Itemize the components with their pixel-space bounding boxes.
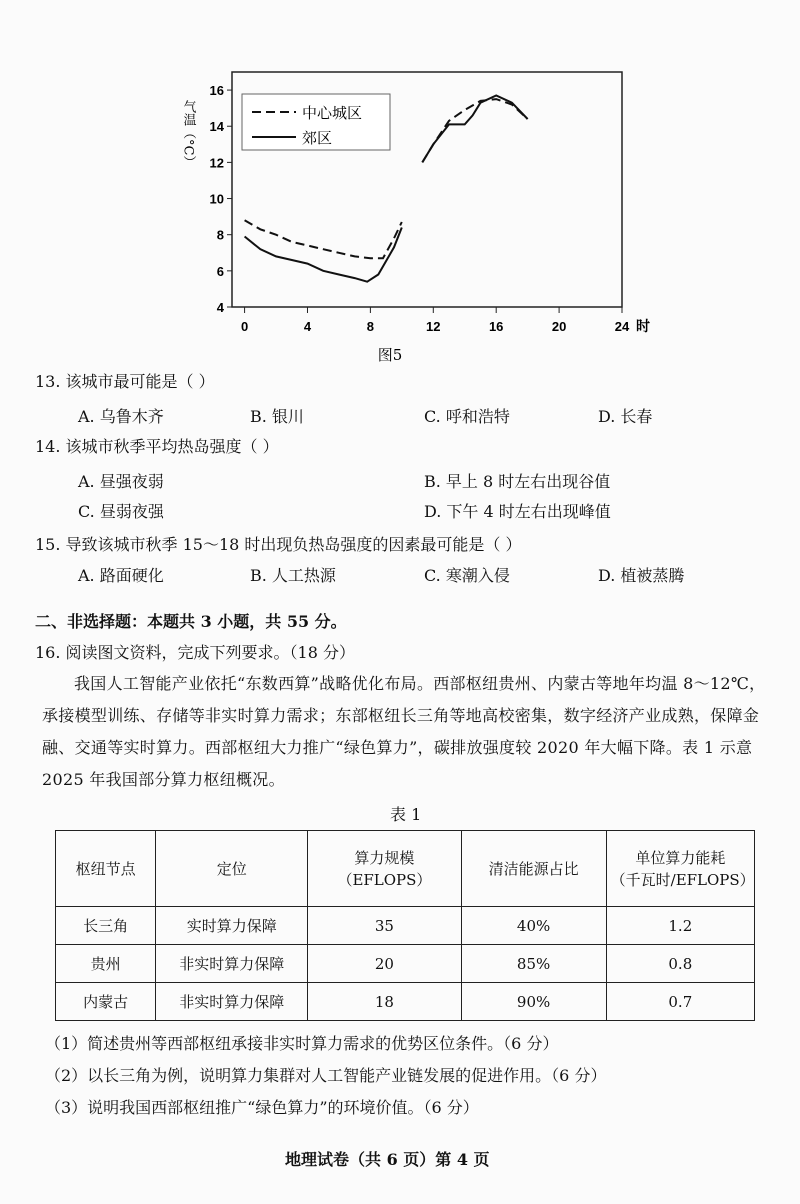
question-13: 13. 该城市最可能是（ ）: [35, 372, 215, 391]
y-tick-label: 10: [209, 191, 224, 207]
question-14: 14. 该城市秋季平均热岛强度（ ）: [35, 437, 279, 456]
x-tick-label: 4: [303, 319, 312, 334]
option: D. 长春: [598, 407, 653, 426]
question-15: 15. 导致该城市秋季 15～18 时出现负热岛强度的因素最可能是（ ）: [35, 535, 522, 554]
y-tick-label: 12: [209, 155, 224, 171]
option: A. 路面硬化: [78, 566, 164, 585]
table-cell: 贵州: [56, 945, 156, 983]
table-cell: 18: [308, 983, 461, 1021]
sub-question: （1）简述贵州等西部枢纽承接非实时算力需求的优势区位条件。（6 分）: [45, 1034, 559, 1053]
sub-question: （3）说明我国西部枢纽推广“绿色算力”的环境价值。（6 分）: [45, 1098, 479, 1117]
y-axis-label: 气温（°C）: [180, 100, 196, 169]
hub-table: [55, 830, 755, 1021]
table-row: [56, 983, 755, 1021]
table-cell: 40%: [461, 907, 606, 945]
option: B. 银川: [250, 407, 304, 426]
table-row: [56, 945, 755, 983]
table-cell: 90%: [461, 983, 606, 1021]
x-tick-label: 16: [488, 319, 504, 334]
x-tick-label: 24: [614, 319, 630, 334]
table-cell: 35: [308, 907, 461, 945]
x-tick-label: 8: [366, 319, 375, 334]
option: A. 乌鲁木齐: [78, 407, 164, 426]
table-cell: 非实时算力保障: [156, 945, 308, 983]
temperature-chart: [180, 60, 660, 370]
option: C. 寒潮入侵: [424, 566, 510, 585]
x-tick-label: 12: [426, 319, 441, 334]
option: D. 植被蒸腾: [598, 566, 685, 585]
y-tick-label: 4: [216, 300, 224, 315]
y-tick-label: 6: [216, 263, 224, 279]
table-header: 枢纽节点: [56, 831, 156, 907]
table-cell: 0.7: [606, 983, 754, 1021]
option: C. 呼和浩特: [424, 407, 510, 426]
sub-question: （2）以长三角为例，说明算力集群对人工智能产业链发展的促进作用。（6 分）: [45, 1066, 607, 1085]
passage: 我国人工智能产业依托“东数西算”战略优化布局。西部枢纽贵州、内蒙古等地年均温 8～12℃，承接模型训练、存储等非实时算力需求；东部枢纽长三角等地高校密集，数字经济产业成熟，保障金融、交通等实时算力。西部枢纽大力推广“绿色算力”，碳排放强度较 2020 年大幅下降。表 1 示意 2025 年我国部分算力枢纽概况。: [42, 674, 766, 789]
page-footer: 地理试卷（共 6 页）第 4 页: [285, 1150, 490, 1169]
question-16: 16. 阅读图文资料，完成下列要求。（18 分）: [35, 643, 355, 662]
table-cell: 内蒙古: [56, 983, 156, 1021]
option: B. 早上 8 时左右出现谷值: [424, 472, 611, 491]
y-tick-label: 8: [216, 227, 224, 243]
legend-label: 中心城区: [302, 104, 363, 122]
table-cell: 85%: [461, 945, 606, 983]
table-header: 单位算力能耗 （千瓦时/EFLOPS）: [606, 831, 754, 907]
table-header: 定位: [156, 831, 308, 907]
x-axis-label: 时: [636, 319, 650, 335]
table-cell: 非实时算力保障: [156, 983, 308, 1021]
table-row: [56, 907, 755, 945]
table-header: 算力规模 （EFLOPS）: [308, 831, 461, 907]
table-cell: 0.8: [606, 945, 754, 983]
table-header: 清洁能源占比: [461, 831, 606, 907]
table-title: 表 1: [390, 805, 422, 824]
table-cell: 1.2: [606, 907, 754, 945]
table-cell: 实时算力保障: [156, 907, 308, 945]
y-tick-label: 16: [209, 83, 224, 99]
legend-label: 郊区: [302, 129, 333, 147]
option: A. 昼强夜弱: [78, 472, 164, 491]
y-tick-label: 14: [209, 119, 224, 135]
table-cell: 长三角: [56, 907, 156, 945]
option: B. 人工热源: [250, 566, 336, 585]
x-tick-label: 20: [551, 319, 567, 334]
table-cell: 20: [308, 945, 461, 983]
chart-title: 图5: [377, 346, 403, 364]
option: D. 下午 4 时左右出现峰值: [424, 502, 611, 521]
x-tick-label: 0: [240, 319, 249, 334]
option: C. 昼弱夜强: [78, 502, 164, 521]
section-heading: 二、非选择题：本题共 3 小题，共 55 分。: [35, 612, 347, 631]
